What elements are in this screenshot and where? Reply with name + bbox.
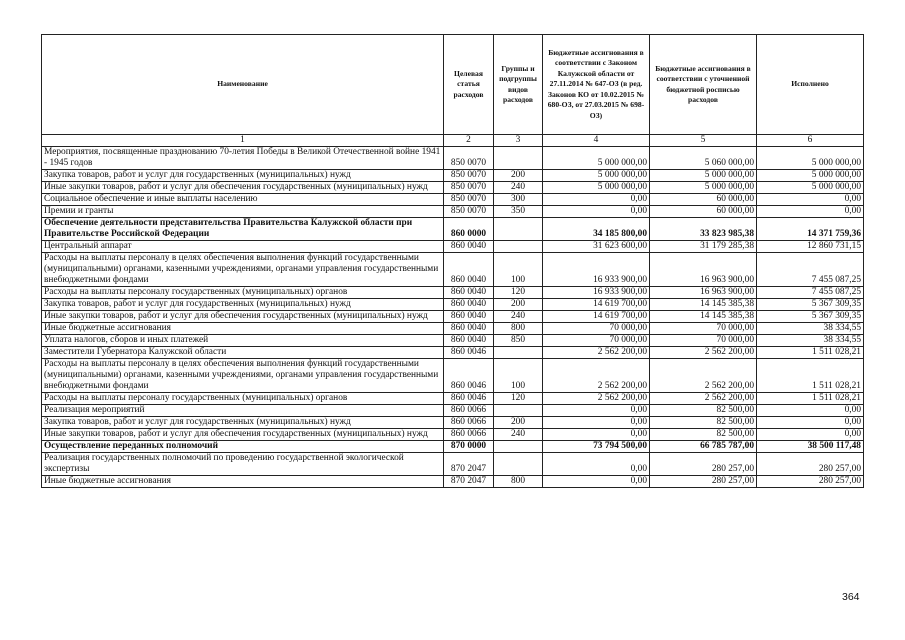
row-law-allocation-cell: 5 000 000,00 xyxy=(543,182,650,194)
row-target-article-cell: 850 0070 xyxy=(444,194,494,206)
column-number: 3 xyxy=(494,135,543,147)
row-law-allocation-cell: 2 562 200,00 xyxy=(543,347,650,359)
row-target-article-cell: 860 0066 xyxy=(444,429,494,441)
column-number: 1 xyxy=(42,135,444,147)
column-number: 4 xyxy=(543,135,650,147)
row-refined-allocation-cell: 82 500,00 xyxy=(650,417,757,429)
header-law-allocations: Бюджетные ассигнования в соответствии с Законом Калужской области от 27.11.2014 № 647-ОЗ (в ред. Законов КО от 10.02.2015 № 680-ОЗ, от 27.03.2015 № 698-ОЗ) xyxy=(543,35,650,135)
header-name: Наименование xyxy=(42,35,444,135)
row-expense-group-cell: 800 xyxy=(494,323,543,335)
row-refined-allocation-cell: 14 145 385,38 xyxy=(650,311,757,323)
row-executed-cell: 7 455 087,25 xyxy=(757,253,864,287)
row-target-article-cell: 870 2047 xyxy=(444,476,494,488)
row-executed-cell: 38 334,55 xyxy=(757,335,864,347)
table-body xyxy=(42,147,864,488)
row-target-article-cell: 860 0040 xyxy=(444,253,494,287)
row-executed-cell: 0,00 xyxy=(757,429,864,441)
row-expense-group-cell xyxy=(494,405,543,417)
table-row xyxy=(42,441,864,453)
row-law-allocation-cell: 70 000,00 xyxy=(543,335,650,347)
row-expense-group-cell: 120 xyxy=(494,393,543,405)
row-executed-cell: 1 511 028,21 xyxy=(757,393,864,405)
row-law-allocation-cell: 0,00 xyxy=(543,206,650,218)
row-law-allocation-cell: 2 562 200,00 xyxy=(543,359,650,393)
row-expense-group-cell xyxy=(494,441,543,453)
row-executed-cell: 1 511 028,21 xyxy=(757,347,864,359)
row-target-article-cell: 860 0040 xyxy=(444,299,494,311)
row-refined-allocation-cell: 60 000,00 xyxy=(650,206,757,218)
table-row xyxy=(42,182,864,194)
row-name-cell: Обеспечение деятельности представительства Правительства Калужской области при Правительстве Российской Федерации xyxy=(42,218,444,241)
header-target-article: Целевая статья расходов xyxy=(444,35,494,135)
row-refined-allocation-cell: 2 562 200,00 xyxy=(650,393,757,405)
table-row xyxy=(42,393,864,405)
row-refined-allocation-cell: 280 257,00 xyxy=(650,453,757,476)
row-law-allocation-cell: 34 185 800,00 xyxy=(543,218,650,241)
row-target-article-cell: 850 0070 xyxy=(444,182,494,194)
row-target-article-cell: 860 0046 xyxy=(444,359,494,393)
table-row xyxy=(42,335,864,347)
row-refined-allocation-cell: 70 000,00 xyxy=(650,335,757,347)
row-name-cell: Реализация государственных полномочий по проведению государственной экологической экспертизы xyxy=(42,453,444,476)
table-row xyxy=(42,417,864,429)
row-expense-group-cell: 850 xyxy=(494,335,543,347)
row-target-article-cell: 850 0070 xyxy=(444,170,494,182)
row-target-article-cell: 860 0040 xyxy=(444,311,494,323)
row-expense-group-cell: 200 xyxy=(494,170,543,182)
table-row xyxy=(42,476,864,488)
row-law-allocation-cell: 70 000,00 xyxy=(543,323,650,335)
row-refined-allocation-cell: 82 500,00 xyxy=(650,429,757,441)
row-expense-group-cell: 350 xyxy=(494,206,543,218)
row-target-article-cell: 850 0070 xyxy=(444,147,494,170)
row-name-cell: Уплата налогов, сборов и иных платежей xyxy=(42,335,444,347)
table-row xyxy=(42,194,864,206)
row-executed-cell: 1 511 028,21 xyxy=(757,359,864,393)
row-law-allocation-cell: 31 623 600,00 xyxy=(543,241,650,253)
column-number: 6 xyxy=(757,135,864,147)
row-law-allocation-cell: 0,00 xyxy=(543,417,650,429)
row-law-allocation-cell: 5 000 000,00 xyxy=(543,170,650,182)
table-row xyxy=(42,253,864,287)
row-target-article-cell: 870 2047 xyxy=(444,453,494,476)
table-row xyxy=(42,170,864,182)
row-refined-allocation-cell: 2 562 200,00 xyxy=(650,359,757,393)
row-law-allocation-cell: 14 619 700,00 xyxy=(543,299,650,311)
header-executed: Исполнено xyxy=(757,35,864,135)
row-executed-cell: 14 371 759,36 xyxy=(757,218,864,241)
row-name-cell: Осуществление переданных полномочий xyxy=(42,441,444,453)
row-target-article-cell: 860 0040 xyxy=(444,287,494,299)
row-refined-allocation-cell: 16 963 900,00 xyxy=(650,253,757,287)
row-refined-allocation-cell: 5 000 000,00 xyxy=(650,182,757,194)
table-row xyxy=(42,347,864,359)
row-executed-cell: 5 000 000,00 xyxy=(757,182,864,194)
row-law-allocation-cell: 0,00 xyxy=(543,405,650,417)
row-law-allocation-cell: 0,00 xyxy=(543,476,650,488)
row-law-allocation-cell: 16 933 900,00 xyxy=(543,287,650,299)
header-refined-allocations: Бюджетные ассигнования в соответствии с уточненной бюджетной росписью расходов xyxy=(650,35,757,135)
row-target-article-cell: 860 0000 xyxy=(444,218,494,241)
row-expense-group-cell xyxy=(494,241,543,253)
row-name-cell: Иные закупки товаров, работ и услуг для обеспечения государственных (муниципальных) нужд xyxy=(42,429,444,441)
row-executed-cell: 38 334,55 xyxy=(757,323,864,335)
row-law-allocation-cell: 14 619 700,00 xyxy=(543,311,650,323)
row-refined-allocation-cell: 70 000,00 xyxy=(650,323,757,335)
header-expense-groups: Группы и подгруппы видов расходов xyxy=(494,35,543,135)
row-expense-group-cell: 120 xyxy=(494,287,543,299)
row-executed-cell: 5 367 309,35 xyxy=(757,299,864,311)
row-law-allocation-cell: 73 794 500,00 xyxy=(543,441,650,453)
row-name-cell: Иные закупки товаров, работ и услуг для обеспечения государственных (муниципальных) нужд xyxy=(42,182,444,194)
row-executed-cell: 5 367 309,35 xyxy=(757,311,864,323)
row-name-cell: Заместители Губернатора Калужской области xyxy=(42,347,444,359)
row-name-cell: Премии и гранты xyxy=(42,206,444,218)
row-name-cell: Реализация мероприятий xyxy=(42,405,444,417)
row-law-allocation-cell: 0,00 xyxy=(543,194,650,206)
row-executed-cell: 0,00 xyxy=(757,417,864,429)
row-target-article-cell: 850 0070 xyxy=(444,206,494,218)
row-target-article-cell: 860 0046 xyxy=(444,347,494,359)
row-executed-cell: 12 860 731,15 xyxy=(757,241,864,253)
row-refined-allocation-cell: 60 000,00 xyxy=(650,194,757,206)
row-executed-cell: 7 455 087,25 xyxy=(757,287,864,299)
column-number-row xyxy=(42,135,864,147)
row-refined-allocation-cell: 5 000 000,00 xyxy=(650,170,757,182)
row-expense-group-cell xyxy=(494,218,543,241)
row-law-allocation-cell: 2 562 200,00 xyxy=(543,393,650,405)
row-executed-cell: 38 500 117,48 xyxy=(757,441,864,453)
row-refined-allocation-cell: 33 823 985,38 xyxy=(650,218,757,241)
row-name-cell: Расходы на выплаты персоналу государственных (муниципальных) органов xyxy=(42,393,444,405)
table-row xyxy=(42,218,864,241)
row-executed-cell: 280 257,00 xyxy=(757,453,864,476)
row-law-allocation-cell: 0,00 xyxy=(543,453,650,476)
row-name-cell: Расходы на выплаты персоналу государственных (муниципальных) органов xyxy=(42,287,444,299)
table-row xyxy=(42,311,864,323)
row-expense-group-cell: 240 xyxy=(494,311,543,323)
row-target-article-cell: 860 0066 xyxy=(444,405,494,417)
row-refined-allocation-cell: 16 963 900,00 xyxy=(650,287,757,299)
row-refined-allocation-cell: 31 179 285,38 xyxy=(650,241,757,253)
table-row xyxy=(42,429,864,441)
row-name-cell: Расходы на выплаты персоналу в целях обеспечения выполнения функций государственными (муниципальными) органами, казенными учреждениями, органами управления государственными внебюджетными фондами xyxy=(42,359,444,393)
row-target-article-cell: 860 0040 xyxy=(444,323,494,335)
header-row xyxy=(42,35,864,135)
row-expense-group-cell: 100 xyxy=(494,253,543,287)
column-number: 2 xyxy=(444,135,494,147)
row-expense-group-cell xyxy=(494,453,543,476)
table-row xyxy=(42,359,864,393)
row-executed-cell: 0,00 xyxy=(757,194,864,206)
row-refined-allocation-cell: 280 257,00 xyxy=(650,476,757,488)
row-expense-group-cell: 200 xyxy=(494,299,543,311)
page-number: 364 xyxy=(842,591,860,603)
row-name-cell: Расходы на выплаты персоналу в целях обеспечения выполнения функций государственными (муниципальными) органами, казенными учреждениями, органами управления государственными внебюджетными фондами xyxy=(42,253,444,287)
row-executed-cell: 5 000 000,00 xyxy=(757,170,864,182)
row-expense-group-cell: 240 xyxy=(494,429,543,441)
row-name-cell: Закупка товаров, работ и услуг для государственных (муниципальных) нужд xyxy=(42,299,444,311)
table-row xyxy=(42,323,864,335)
table-row xyxy=(42,241,864,253)
budget-table xyxy=(41,34,864,488)
table-row xyxy=(42,405,864,417)
row-name-cell: Закупка товаров, работ и услуг для государственных (муниципальных) нужд xyxy=(42,170,444,182)
row-refined-allocation-cell: 14 145 385,38 xyxy=(650,299,757,311)
row-refined-allocation-cell: 66 785 787,00 xyxy=(650,441,757,453)
row-target-article-cell: 860 0046 xyxy=(444,393,494,405)
row-executed-cell: 0,00 xyxy=(757,405,864,417)
row-expense-group-cell: 800 xyxy=(494,476,543,488)
row-refined-allocation-cell: 82 500,00 xyxy=(650,405,757,417)
table-row xyxy=(42,453,864,476)
row-target-article-cell: 860 0066 xyxy=(444,417,494,429)
row-expense-group-cell: 100 xyxy=(494,359,543,393)
row-executed-cell: 0,00 xyxy=(757,206,864,218)
row-executed-cell: 280 257,00 xyxy=(757,476,864,488)
row-law-allocation-cell: 0,00 xyxy=(543,429,650,441)
row-expense-group-cell xyxy=(494,347,543,359)
row-law-allocation-cell: 16 933 900,00 xyxy=(543,253,650,287)
row-expense-group-cell: 300 xyxy=(494,194,543,206)
table-row xyxy=(42,206,864,218)
row-expense-group-cell xyxy=(494,147,543,170)
row-refined-allocation-cell: 5 060 000,00 xyxy=(650,147,757,170)
row-executed-cell: 5 000 000,00 xyxy=(757,147,864,170)
row-expense-group-cell: 200 xyxy=(494,417,543,429)
table-row xyxy=(42,287,864,299)
table-row xyxy=(42,299,864,311)
column-number: 5 xyxy=(650,135,757,147)
row-name-cell: Закупка товаров, работ и услуг для государственных (муниципальных) нужд xyxy=(42,417,444,429)
row-target-article-cell: 860 0040 xyxy=(444,335,494,347)
row-name-cell: Иные закупки товаров, работ и услуг для обеспечения государственных (муниципальных) нужд xyxy=(42,311,444,323)
table-row xyxy=(42,147,864,170)
row-target-article-cell: 870 0000 xyxy=(444,441,494,453)
row-name-cell: Иные бюджетные ассигнования xyxy=(42,476,444,488)
row-refined-allocation-cell: 2 562 200,00 xyxy=(650,347,757,359)
row-target-article-cell: 860 0040 xyxy=(444,241,494,253)
row-name-cell: Иные бюджетные ассигнования xyxy=(42,323,444,335)
row-name-cell: Центральный аппарат xyxy=(42,241,444,253)
row-name-cell: Социальное обеспечение и иные выплаты населению xyxy=(42,194,444,206)
row-law-allocation-cell: 5 000 000,00 xyxy=(543,147,650,170)
row-name-cell: Мероприятия, посвященные празднованию 70-летия Победы в Великой Отечественной войне 1941 - 1945 годов xyxy=(42,147,444,170)
row-expense-group-cell: 240 xyxy=(494,182,543,194)
